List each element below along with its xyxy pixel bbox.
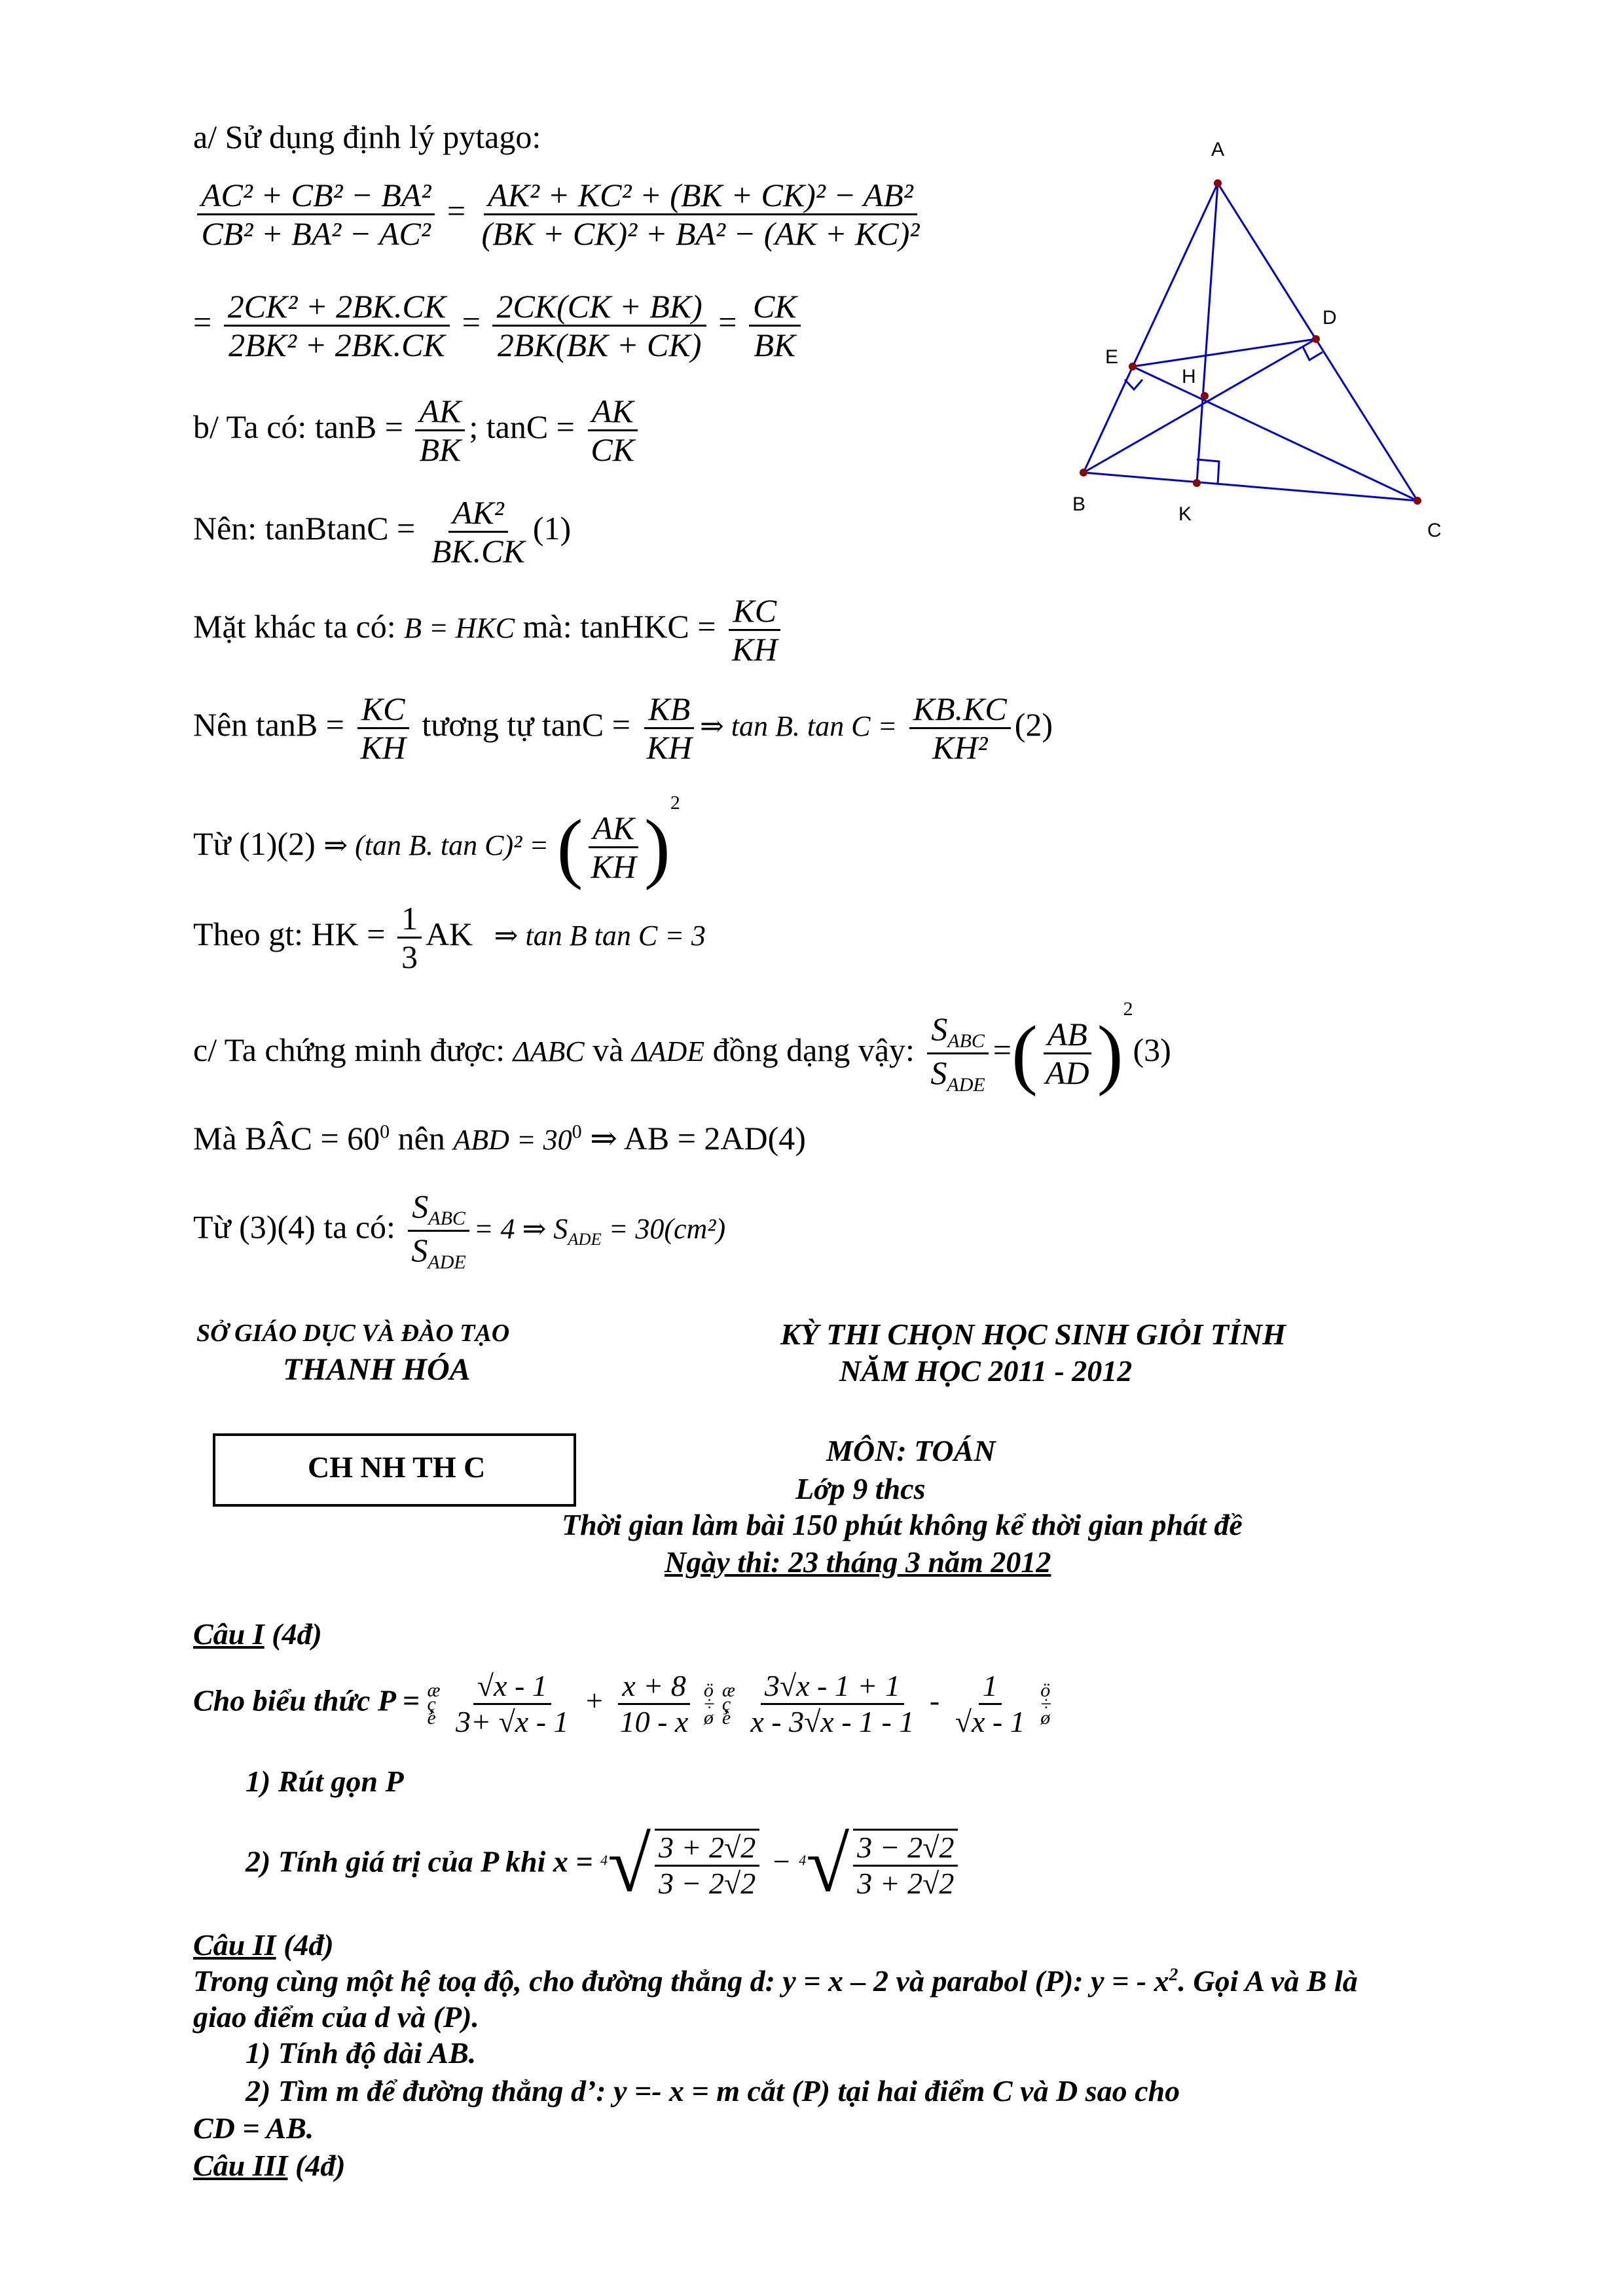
c2-eq: ABD = 30 xyxy=(453,1124,572,1156)
header-dept: SỞ GIÁO DỤC VÀ ĐÀO TẠO xyxy=(196,1319,510,1347)
q1-f3-den: x - 3√x - 1 - 1 xyxy=(750,1704,915,1738)
b6-num: 1 xyxy=(397,900,422,939)
c3-den: S xyxy=(411,1231,428,1268)
altitude-ak xyxy=(1197,183,1218,483)
c2-deg: 0 xyxy=(380,1121,390,1143)
eq2-f3-den: BK xyxy=(754,327,796,363)
b6-mid: AK xyxy=(425,915,473,952)
label-b: B xyxy=(1072,493,1086,515)
point-h xyxy=(1201,392,1209,400)
b6-fraction xyxy=(397,900,422,975)
q2-text-line-2: giao điểm của d và (P). xyxy=(193,2000,479,2034)
q1-points: (4đ) xyxy=(272,1617,322,1651)
q1-r2-den: 3 + 2√2 xyxy=(857,1867,955,1900)
q1-f1-num: √x - 1 xyxy=(473,1669,551,1705)
q1-garbled-left: æ ç è xyxy=(427,1679,441,1729)
q2-title: Câu II xyxy=(193,1928,276,1962)
c1-f2-num: AB xyxy=(1044,1016,1091,1054)
b6-den: 3 xyxy=(401,939,418,975)
c3-num-sub: ABC xyxy=(428,1208,465,1229)
c3-prefix: Từ (3)(4) ta có: xyxy=(193,1208,395,1246)
eq2-f2-num: 2CK(CK + BK) xyxy=(492,288,706,327)
label-e: E xyxy=(1105,346,1119,368)
right-angle-e xyxy=(1125,380,1142,389)
b1-f2 xyxy=(587,393,638,468)
q1-f2 xyxy=(616,1669,693,1738)
q3-points: (4đ) xyxy=(295,2149,346,2182)
b5-num: AK xyxy=(589,810,638,848)
q1-r1-den: 3 − 2√2 xyxy=(658,1867,756,1900)
q1-plus: + xyxy=(584,1683,605,1717)
c2-eq-deg: 0 xyxy=(572,1121,582,1143)
left-paren: ( xyxy=(556,803,583,891)
b6-suffix: ⇒ tan B tan C = 3 xyxy=(494,919,706,952)
q1-item2-prefix: 2) Tính giá trị của P khi x = xyxy=(246,1844,593,1878)
equals-sign: = xyxy=(462,303,481,340)
eq1-lhs-den: CB² + BA² − AC² xyxy=(201,215,431,252)
eq2-f2-den: 2BK(BK + CK) xyxy=(497,327,702,363)
b3-den: KH xyxy=(731,631,778,668)
b5-prefix: Từ (1)(2) xyxy=(193,825,316,862)
q1-f4-den: √x - 1 xyxy=(955,1704,1025,1738)
equals-sign: = xyxy=(447,192,466,229)
eq2-f1 xyxy=(224,288,450,363)
b4-f2 xyxy=(642,691,695,766)
b4-f3-den: KH² xyxy=(932,729,988,766)
part-c-line-1: c/ Ta chứng minh được: ΔABC và ΔADE đồng dạng vậy: $\frac{S_{ABC}}{S_{ADE}}$ =( $\frac{AB}{AD}$ )$^2$(3) xyxy=(193,998,1171,1097)
c3-fraction xyxy=(407,1188,469,1273)
q1-garbled-right: ö ÷ ø xyxy=(1040,1679,1051,1729)
point-b xyxy=(1080,469,1087,476)
equals-sign: = xyxy=(718,303,737,340)
b5-fraction xyxy=(587,810,640,885)
point-e xyxy=(1129,363,1137,370)
header-subject: MÔN: TOÁN xyxy=(826,1434,996,1467)
b4-prefix: Nên tanB = xyxy=(193,706,344,743)
q2-text-line-1 xyxy=(193,1964,1358,1998)
q1-title: Câu I xyxy=(193,1617,264,1651)
c2-suffix: ⇒ AB = 2AD(4) xyxy=(590,1120,806,1157)
c3-suffix: = 4 ⇒ S xyxy=(473,1212,568,1245)
q1-f3 xyxy=(746,1669,918,1738)
b1-f2-den: CK xyxy=(591,431,635,468)
q1-garbled-mid2: æ ç è xyxy=(721,1679,735,1729)
q1-r2-num: 3 − 2√2 xyxy=(853,1831,958,1867)
c1-triangle-abc: ΔABC xyxy=(513,1035,585,1067)
c1-prefix: c/ Ta chứng minh được: xyxy=(193,1031,505,1068)
q1-garbled-mid: ö ÷ ø xyxy=(703,1679,715,1729)
b6-prefix: Theo gt: HK = xyxy=(193,915,386,952)
c1-f2 xyxy=(1042,1016,1093,1091)
label-d: D xyxy=(1322,307,1337,329)
q1-f2-num: x + 8 xyxy=(618,1669,689,1705)
b4-mid: tương tự tanC = xyxy=(422,706,630,743)
label-k: K xyxy=(1178,503,1192,525)
header-province: THANH HÓA xyxy=(283,1352,471,1387)
b4-suffix: (2) xyxy=(1014,706,1053,743)
triangle-figure xyxy=(1048,131,1467,563)
q2-item-1: 1) Tính độ dài AB. xyxy=(246,2036,477,2070)
part-b-line-1 xyxy=(193,393,642,468)
question-1-title xyxy=(193,1617,322,1651)
c1-f1-den: S xyxy=(930,1054,947,1092)
header-grade: Lớp 9 thcs xyxy=(795,1472,926,1505)
q2-points: (4đ) xyxy=(283,1928,334,1962)
label-a: A xyxy=(1211,139,1225,160)
b2-prefix: Nên: tanBtanC = xyxy=(193,509,416,547)
part-a-title: a/ Sử dụng định lý pytago: xyxy=(193,118,541,155)
c3-suffix-sub: ADE xyxy=(568,1229,602,1249)
header-time: Thời gian làm bài 150 phút không kể thời gian phát đề xyxy=(562,1508,1243,1541)
c1-f1-num: S xyxy=(931,1011,948,1048)
q1-root-index-2: 4 xyxy=(799,1852,807,1869)
q1-r-minus: − xyxy=(771,1844,792,1878)
part-b-line-5 xyxy=(193,792,680,893)
question-1-expression xyxy=(193,1669,1051,1738)
point-d xyxy=(1312,335,1320,343)
c3-tail: = 30(cm²) xyxy=(608,1212,726,1245)
label-h: H xyxy=(1182,366,1196,387)
q1-r1 xyxy=(655,1829,759,1900)
b3-mid: mà: tanHKC = xyxy=(522,607,716,645)
q1-f1-den: 3+ √x - 1 xyxy=(456,1704,569,1738)
part-a-equation-2 xyxy=(193,288,805,363)
c1-and: và xyxy=(593,1031,624,1068)
b1-f1-num: AK xyxy=(415,393,465,431)
eq2-f3-num: CK xyxy=(749,288,801,327)
part-b-line-6 xyxy=(193,900,706,975)
q3-title: Câu III xyxy=(193,2149,288,2182)
q2-text1: Trong cùng một hệ toạ độ, cho đường thẳng d: y = x – 2 và parabol (P): y = - x xyxy=(193,1964,1169,1998)
c1-triangle-ade: ΔADE xyxy=(631,1035,705,1067)
b2-den: BK.CK xyxy=(431,533,525,569)
b4-f1 xyxy=(356,691,409,766)
part-b-line-3 xyxy=(193,592,785,668)
c3-num: S xyxy=(412,1188,429,1225)
question-3-title xyxy=(193,2148,346,2183)
part-c-line-3 xyxy=(193,1188,725,1273)
b3-fraction xyxy=(728,592,781,668)
part-a-equation-1 xyxy=(193,177,927,252)
part-b-line-2 xyxy=(193,494,571,569)
eq2-f3 xyxy=(749,288,801,363)
b1-f1-den: BK xyxy=(419,431,462,468)
eq1-rhs-num: AK² + KC² + (BK + CK)² − AB² xyxy=(484,177,917,215)
eq1-lhs-fraction xyxy=(197,177,435,252)
q1-r1-num: 3 + 2√2 xyxy=(655,1831,759,1867)
q1-f2-den: 10 - x xyxy=(619,1704,689,1738)
header-date: Ngày thi: 23 tháng 3 năm 2012 xyxy=(665,1545,1051,1579)
q2-text1-sup: 2 xyxy=(1169,1964,1178,1984)
c3-den-sub: ADE xyxy=(428,1251,466,1273)
b4-f1-den: KH xyxy=(360,729,406,766)
b1-f2-num: AK xyxy=(588,393,638,431)
c1-f2-den: AD xyxy=(1045,1054,1089,1092)
part-b-line-4 xyxy=(193,691,1053,766)
point-c xyxy=(1413,497,1421,505)
b4-f3 xyxy=(909,691,1011,766)
b1-f1 xyxy=(415,393,465,468)
q1-minus: - xyxy=(929,1683,940,1717)
q2-item-2-cont: CD = AB. xyxy=(193,2111,314,2145)
header-year: NĂM HỌC 2011 - 2012 xyxy=(839,1354,1133,1388)
q1-f4 xyxy=(951,1669,1029,1738)
label-c: C xyxy=(1427,520,1442,541)
b5-den: KH xyxy=(591,848,636,886)
q1-f3-num: 3√x - 1 + 1 xyxy=(761,1669,904,1705)
c2-prefix: Mà BÂC = 60 xyxy=(193,1120,380,1157)
eq2-f1-num: 2CK² + 2BK.CK xyxy=(224,288,450,327)
part-c-line-2 xyxy=(193,1119,806,1157)
right-paren: ) xyxy=(1097,1009,1123,1097)
left-paren: ( xyxy=(1011,1009,1038,1097)
q1-item-2 xyxy=(246,1820,962,1910)
segment-ed xyxy=(1133,339,1316,367)
q1-f4-num: 1 xyxy=(979,1669,1002,1705)
eq1-lhs-num: AC² + CB² − BA² xyxy=(197,177,435,215)
point-k xyxy=(1193,479,1201,487)
right-paren: ) xyxy=(644,803,670,891)
b3-num: KC xyxy=(729,592,780,631)
side-ab xyxy=(1084,183,1218,473)
b4-f3-num: KB.KC xyxy=(909,691,1011,729)
b2-suffix: (1) xyxy=(532,509,572,547)
q1-prefix: Cho biểu thức P = xyxy=(193,1683,420,1717)
c2-mid: nên xyxy=(397,1120,445,1157)
b1-prefix: b/ Ta có: tanB = xyxy=(193,408,403,445)
c1-suffix: (3) xyxy=(1133,1031,1171,1068)
b5-mid: ⇒ (tan B. tan C)² = xyxy=(323,829,549,861)
q1-r2 xyxy=(853,1829,958,1900)
q1-f1 xyxy=(452,1669,573,1738)
eq2-f1-den: 2BK² + 2BK.CK xyxy=(228,327,445,363)
b2-fraction xyxy=(428,494,529,569)
q1-item-1: 1) Rút gọn P xyxy=(246,1765,404,1798)
c1-f1-num-sub: ABC xyxy=(947,1030,985,1052)
right-angle-k xyxy=(1197,459,1219,484)
header-exam: KỲ THI CHỌN HỌC SINH GIỎI TỈNH xyxy=(780,1318,1286,1351)
eq1-rhs-fraction xyxy=(478,177,924,252)
eq2-f2 xyxy=(492,288,706,363)
c1-f1-den-sub: ADE xyxy=(947,1074,985,1096)
question-2-title xyxy=(193,1928,334,1962)
c1-mid: đồng dạng vậy: xyxy=(712,1031,915,1068)
b2-num: AK² xyxy=(448,494,508,533)
b3-eq: B = HKC xyxy=(404,611,515,644)
radical-icon: √ xyxy=(806,1821,850,1908)
q2-text1-tail: . Gọi A và B là xyxy=(1178,1964,1358,1998)
eq1-rhs-den: (BK + CK)² + BA² − (AK + KC)² xyxy=(481,215,920,252)
b4-f2-den: KH xyxy=(646,729,692,766)
radical-icon: √ xyxy=(608,1821,651,1908)
official-label: CH NH TH C xyxy=(308,1450,486,1484)
b4-f2-num: KB xyxy=(644,691,694,729)
right-angle-d xyxy=(1303,347,1322,360)
b5-exp: 2 xyxy=(670,792,680,814)
q1-root-index-1: 4 xyxy=(600,1852,608,1869)
b4-f1-num: KC xyxy=(357,691,409,729)
point-a xyxy=(1214,179,1222,187)
c1-f1 xyxy=(926,1011,989,1096)
b4-implies: ⇒ tan B. tan C = xyxy=(699,709,898,742)
q2-item-2: 2) Tìm m để đường thẳng d’: y =- x = m cắt (P) tại hai điểm C và D sao cho xyxy=(246,2074,1180,2108)
c1-exp: 2 xyxy=(1123,998,1133,1020)
b1-mid: ; tanC = xyxy=(469,408,575,445)
equals-sign: = xyxy=(193,303,212,340)
b3-prefix: Mặt khác ta có: xyxy=(193,607,396,645)
